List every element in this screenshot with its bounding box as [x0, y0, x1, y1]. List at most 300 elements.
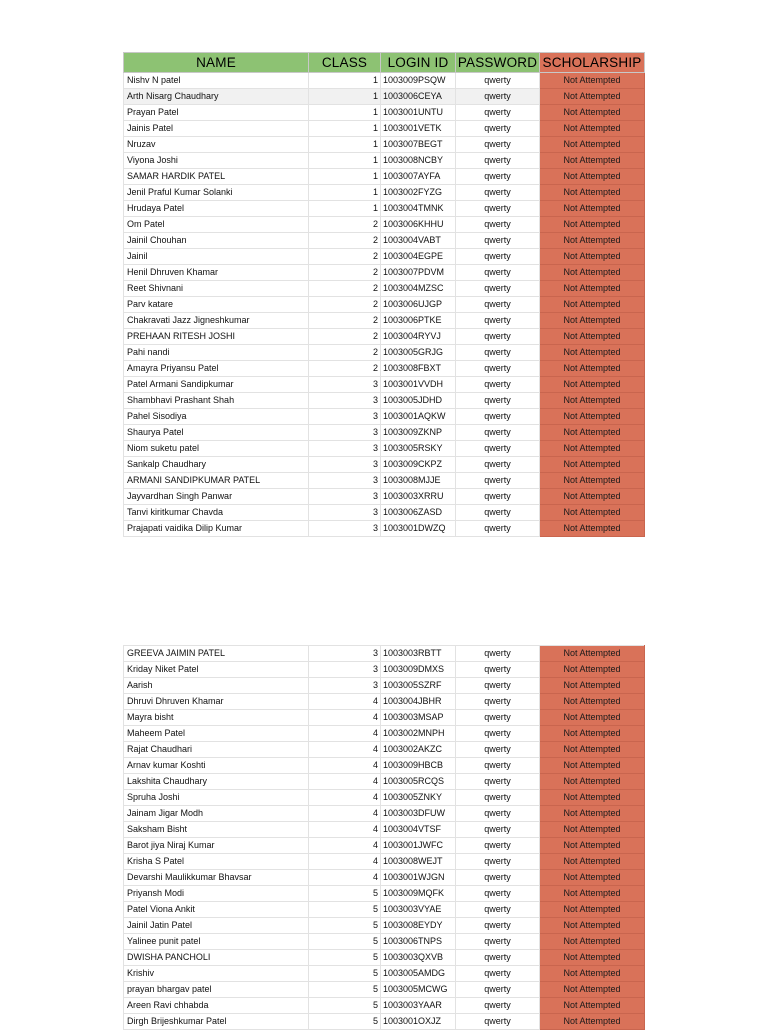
- cell-name: Yalinee punit patel: [124, 934, 309, 950]
- cell-password: qwerty: [456, 441, 540, 457]
- cell-login-id: 1003002FYZG: [381, 185, 456, 201]
- cell-login-id: 1003001DWZQ: [381, 521, 456, 537]
- table-row: [124, 662, 645, 678]
- cell-name: Sankalp Chaudhary: [124, 457, 309, 473]
- header-row: [124, 53, 645, 73]
- cell-password: qwerty: [456, 473, 540, 489]
- cell-password: qwerty: [456, 742, 540, 758]
- table-row: [124, 822, 645, 838]
- cell-password: qwerty: [456, 1014, 540, 1030]
- cell-class: 4: [309, 726, 381, 742]
- cell-scholarship-status: Not Attempted: [540, 281, 645, 297]
- table-row: [124, 806, 645, 822]
- cell-name: Parv katare: [124, 297, 309, 313]
- cell-login-id: 1003008MJJE: [381, 473, 456, 489]
- cell-password: qwerty: [456, 678, 540, 694]
- table-header: [124, 53, 645, 73]
- cell-name: Krishiv: [124, 966, 309, 982]
- table-row: [124, 886, 645, 902]
- table-row: [124, 694, 645, 710]
- header-login-id: LOGIN ID: [381, 53, 456, 73]
- cell-name: Prayan Patel: [124, 105, 309, 121]
- cell-class: 3: [309, 441, 381, 457]
- cell-password: qwerty: [456, 265, 540, 281]
- table-row: [124, 217, 645, 233]
- table-row: [124, 505, 645, 521]
- cell-class: 4: [309, 870, 381, 886]
- cell-password: qwerty: [456, 249, 540, 265]
- cell-login-id: 1003008EYDY: [381, 918, 456, 934]
- cell-login-id: 1003001WJGN: [381, 870, 456, 886]
- cell-name: Saksham Bisht: [124, 822, 309, 838]
- cell-password: qwerty: [456, 217, 540, 233]
- cell-scholarship-status: Not Attempted: [540, 201, 645, 217]
- cell-name: Tanvi kiritkumar Chavda: [124, 505, 309, 521]
- cell-password: qwerty: [456, 646, 540, 662]
- cell-class: 1: [309, 185, 381, 201]
- cell-login-id: 1003008NCBY: [381, 153, 456, 169]
- cell-name: Devarshi Maulikkumar Bhavsar: [124, 870, 309, 886]
- cell-password: qwerty: [456, 918, 540, 934]
- cell-password: qwerty: [456, 89, 540, 105]
- cell-scholarship-status: Not Attempted: [540, 153, 645, 169]
- cell-scholarship-status: Not Attempted: [540, 758, 645, 774]
- cell-login-id: 1003006CEYA: [381, 89, 456, 105]
- table-row: [124, 918, 645, 934]
- cell-name: Nishv N patel: [124, 73, 309, 89]
- cell-password: qwerty: [456, 201, 540, 217]
- cell-login-id: 1003005AMDG: [381, 966, 456, 982]
- cell-scholarship-status: Not Attempted: [540, 662, 645, 678]
- cell-login-id: 1003005MCWG: [381, 982, 456, 998]
- cell-class: 4: [309, 838, 381, 854]
- cell-class: 5: [309, 982, 381, 998]
- cell-password: qwerty: [456, 233, 540, 249]
- cell-scholarship-status: Not Attempted: [540, 726, 645, 742]
- cell-password: qwerty: [456, 822, 540, 838]
- table-row: [124, 982, 645, 998]
- table-row: [124, 521, 645, 537]
- cell-class: 1: [309, 105, 381, 121]
- cell-password: qwerty: [456, 409, 540, 425]
- cell-login-id: 1003005SZRF: [381, 678, 456, 694]
- table-row: [124, 377, 645, 393]
- cell-scholarship-status: Not Attempted: [540, 854, 645, 870]
- cell-scholarship-status: Not Attempted: [540, 89, 645, 105]
- cell-name: Nruzav: [124, 137, 309, 153]
- cell-login-id: 1003004MZSC: [381, 281, 456, 297]
- cell-password: qwerty: [456, 73, 540, 89]
- cell-scholarship-status: Not Attempted: [540, 838, 645, 854]
- cell-class: 3: [309, 505, 381, 521]
- table-row: [124, 934, 645, 950]
- cell-login-id: 1003006TNPS: [381, 934, 456, 950]
- cell-class: 1: [309, 73, 381, 89]
- cell-password: qwerty: [456, 313, 540, 329]
- cell-login-id: 1003006ZASD: [381, 505, 456, 521]
- cell-scholarship-status: Not Attempted: [540, 185, 645, 201]
- cell-scholarship-status: Not Attempted: [540, 297, 645, 313]
- cell-scholarship-status: Not Attempted: [540, 950, 645, 966]
- table-row: [124, 870, 645, 886]
- cell-class: 5: [309, 886, 381, 902]
- cell-password: qwerty: [456, 169, 540, 185]
- cell-class: 3: [309, 409, 381, 425]
- cell-class: 1: [309, 137, 381, 153]
- table-row: [124, 297, 645, 313]
- cell-scholarship-status: Not Attempted: [540, 870, 645, 886]
- cell-name: Om Patel: [124, 217, 309, 233]
- cell-class: 3: [309, 662, 381, 678]
- cell-login-id: 1003006PTKE: [381, 313, 456, 329]
- cell-password: qwerty: [456, 297, 540, 313]
- table-row: [124, 774, 645, 790]
- cell-name: Jainam Jigar Modh: [124, 806, 309, 822]
- cell-login-id: 1003001OXJZ: [381, 1014, 456, 1030]
- cell-name: Arth Nisarg Chaudhary: [124, 89, 309, 105]
- cell-class: 5: [309, 950, 381, 966]
- cell-login-id: 1003009ZKNP: [381, 425, 456, 441]
- table-row: [124, 185, 645, 201]
- table-row: [124, 902, 645, 918]
- cell-login-id: 1003004VABT: [381, 233, 456, 249]
- table-row: [124, 409, 645, 425]
- cell-scholarship-status: Not Attempted: [540, 806, 645, 822]
- cell-class: 2: [309, 281, 381, 297]
- cell-class: 4: [309, 854, 381, 870]
- cell-password: qwerty: [456, 950, 540, 966]
- cell-name: Shaurya Patel: [124, 425, 309, 441]
- cell-login-id: 1003004RYVJ: [381, 329, 456, 345]
- cell-scholarship-status: Not Attempted: [540, 646, 645, 662]
- table-row: [124, 678, 645, 694]
- cell-login-id: 1003005JDHD: [381, 393, 456, 409]
- cell-login-id: 1003005RSKY: [381, 441, 456, 457]
- cell-name: Dhruvi Dhruven Khamar: [124, 694, 309, 710]
- cell-name: Henil Dhruven Khamar: [124, 265, 309, 281]
- cell-password: qwerty: [456, 710, 540, 726]
- cell-login-id: 1003003MSAP: [381, 710, 456, 726]
- cell-name: Areen Ravi chhabda: [124, 998, 309, 1014]
- table-body-bottom: [124, 646, 645, 1030]
- cell-login-id: 1003001VETK: [381, 121, 456, 137]
- cell-class: 4: [309, 806, 381, 822]
- cell-scholarship-status: Not Attempted: [540, 361, 645, 377]
- table-row: [124, 1014, 645, 1030]
- cell-scholarship-status: Not Attempted: [540, 473, 645, 489]
- table-row: [124, 73, 645, 89]
- cell-password: qwerty: [456, 838, 540, 854]
- table-row: [124, 201, 645, 217]
- cell-password: qwerty: [456, 998, 540, 1014]
- cell-password: qwerty: [456, 121, 540, 137]
- cell-scholarship-status: Not Attempted: [540, 233, 645, 249]
- table-row: [124, 345, 645, 361]
- cell-class: 1: [309, 153, 381, 169]
- cell-password: qwerty: [456, 934, 540, 950]
- cell-login-id: 1003002AKZC: [381, 742, 456, 758]
- cell-password: qwerty: [456, 662, 540, 678]
- cell-login-id: 1003001AQKW: [381, 409, 456, 425]
- table-row: [124, 966, 645, 982]
- table-body-top: [124, 73, 645, 537]
- cell-login-id: 1003008WEJT: [381, 854, 456, 870]
- cell-scholarship-status: Not Attempted: [540, 790, 645, 806]
- cell-scholarship-status: Not Attempted: [540, 73, 645, 89]
- cell-login-id: 1003004JBHR: [381, 694, 456, 710]
- cell-class: 1: [309, 201, 381, 217]
- table-row: [124, 121, 645, 137]
- cell-name: Niom suketu patel: [124, 441, 309, 457]
- table-row: [124, 393, 645, 409]
- cell-name: Jainil Jatin Patel: [124, 918, 309, 934]
- cell-name: DWISHA PANCHOLI: [124, 950, 309, 966]
- cell-name: Jenil Praful Kumar Solanki: [124, 185, 309, 201]
- cell-password: qwerty: [456, 105, 540, 121]
- table-row: [124, 105, 645, 121]
- cell-login-id: 1003006KHHU: [381, 217, 456, 233]
- cell-name: Rajat Chaudhari: [124, 742, 309, 758]
- table-row: [124, 838, 645, 854]
- cell-name: Prajapati vaidika Dilip Kumar: [124, 521, 309, 537]
- cell-password: qwerty: [456, 966, 540, 982]
- cell-name: Hrudaya Patel: [124, 201, 309, 217]
- cell-password: qwerty: [456, 870, 540, 886]
- cell-name: Patel Armani Sandipkumar: [124, 377, 309, 393]
- cell-class: 3: [309, 377, 381, 393]
- cell-name: Patel Viona Ankit: [124, 902, 309, 918]
- cell-name: prayan bhargav patel: [124, 982, 309, 998]
- cell-password: qwerty: [456, 886, 540, 902]
- table-row: [124, 281, 645, 297]
- cell-class: 4: [309, 742, 381, 758]
- cell-login-id: 1003009CKPZ: [381, 457, 456, 473]
- cell-scholarship-status: Not Attempted: [540, 998, 645, 1014]
- cell-password: qwerty: [456, 153, 540, 169]
- cell-name: GREEVA JAIMIN PATEL: [124, 646, 309, 662]
- cell-name: ARMANI SANDIPKUMAR PATEL: [124, 473, 309, 489]
- cell-name: Arnav kumar Koshti: [124, 758, 309, 774]
- cell-login-id: 1003009DMXS: [381, 662, 456, 678]
- cell-login-id: 1003003QXVB: [381, 950, 456, 966]
- cell-class: 5: [309, 966, 381, 982]
- cell-scholarship-status: Not Attempted: [540, 822, 645, 838]
- table-row: [124, 329, 645, 345]
- cell-password: qwerty: [456, 694, 540, 710]
- cell-password: qwerty: [456, 854, 540, 870]
- cell-name: Aarish: [124, 678, 309, 694]
- cell-password: qwerty: [456, 902, 540, 918]
- cell-scholarship-status: Not Attempted: [540, 966, 645, 982]
- cell-scholarship-status: Not Attempted: [540, 742, 645, 758]
- cell-name: Mayra bisht: [124, 710, 309, 726]
- cell-scholarship-status: Not Attempted: [540, 409, 645, 425]
- cell-name: Shambhavi Prashant Shah: [124, 393, 309, 409]
- cell-name: Jayvardhan Singh Panwar: [124, 489, 309, 505]
- cell-scholarship-status: Not Attempted: [540, 902, 645, 918]
- cell-scholarship-status: Not Attempted: [540, 505, 645, 521]
- cell-password: qwerty: [456, 790, 540, 806]
- cell-name: Pahi nandi: [124, 345, 309, 361]
- cell-scholarship-status: Not Attempted: [540, 934, 645, 950]
- cell-name: Chakravati Jazz Jigneshkumar: [124, 313, 309, 329]
- cell-scholarship-status: Not Attempted: [540, 678, 645, 694]
- cell-login-id: 1003004EGPE: [381, 249, 456, 265]
- cell-class: 4: [309, 774, 381, 790]
- cell-class: 4: [309, 694, 381, 710]
- cell-scholarship-status: Not Attempted: [540, 441, 645, 457]
- cell-scholarship-status: Not Attempted: [540, 169, 645, 185]
- cell-name: PREHAAN RITESH JOSHI: [124, 329, 309, 345]
- cell-class: 5: [309, 918, 381, 934]
- cell-name: Kriday Niket Patel: [124, 662, 309, 678]
- cell-class: 3: [309, 678, 381, 694]
- cell-login-id: 1003007BEGT: [381, 137, 456, 153]
- cell-password: qwerty: [456, 329, 540, 345]
- cell-class: 5: [309, 902, 381, 918]
- cell-class: 3: [309, 489, 381, 505]
- cell-login-id: 1003006UJGP: [381, 297, 456, 313]
- table-row: [124, 313, 645, 329]
- cell-scholarship-status: Not Attempted: [540, 217, 645, 233]
- table-row: [124, 137, 645, 153]
- cell-scholarship-status: Not Attempted: [540, 137, 645, 153]
- cell-class: 4: [309, 790, 381, 806]
- cell-login-id: 1003001VVDH: [381, 377, 456, 393]
- cell-class: 2: [309, 345, 381, 361]
- cell-class: 2: [309, 297, 381, 313]
- cell-scholarship-status: Not Attempted: [540, 329, 645, 345]
- cell-scholarship-status: Not Attempted: [540, 313, 645, 329]
- cell-login-id: 1003005GRJG: [381, 345, 456, 361]
- cell-name: Spruha Joshi: [124, 790, 309, 806]
- cell-password: qwerty: [456, 505, 540, 521]
- table-row: [124, 153, 645, 169]
- cell-login-id: 1003003YAAR: [381, 998, 456, 1014]
- cell-name: Viyona Joshi: [124, 153, 309, 169]
- cell-class: 1: [309, 89, 381, 105]
- cell-scholarship-status: Not Attempted: [540, 393, 645, 409]
- cell-class: 2: [309, 329, 381, 345]
- cell-scholarship-status: Not Attempted: [540, 377, 645, 393]
- cell-login-id: 1003001UNTU: [381, 105, 456, 121]
- cell-name: SAMAR HARDIK PATEL: [124, 169, 309, 185]
- cell-class: 3: [309, 646, 381, 662]
- cell-scholarship-status: Not Attempted: [540, 457, 645, 473]
- cell-password: qwerty: [456, 489, 540, 505]
- cell-class: 2: [309, 313, 381, 329]
- cell-class: 5: [309, 1014, 381, 1030]
- cell-login-id: 1003003RBTT: [381, 646, 456, 662]
- cell-password: qwerty: [456, 345, 540, 361]
- cell-class: 3: [309, 393, 381, 409]
- cell-password: qwerty: [456, 137, 540, 153]
- header-name: NAME: [124, 53, 309, 73]
- cell-class: 1: [309, 169, 381, 185]
- cell-password: qwerty: [456, 377, 540, 393]
- cell-name: Pahel Sisodiya: [124, 409, 309, 425]
- cell-login-id: 1003005ZNKY: [381, 790, 456, 806]
- cell-scholarship-status: Not Attempted: [540, 774, 645, 790]
- table-row: [124, 710, 645, 726]
- cell-class: 3: [309, 457, 381, 473]
- cell-password: qwerty: [456, 361, 540, 377]
- cell-class: 2: [309, 233, 381, 249]
- cell-password: qwerty: [456, 281, 540, 297]
- cell-class: 3: [309, 425, 381, 441]
- table-row: [124, 726, 645, 742]
- table-row: [124, 361, 645, 377]
- cell-scholarship-status: Not Attempted: [540, 710, 645, 726]
- header-scholarship: SCHOLARSHIP: [540, 53, 645, 73]
- cell-class: 5: [309, 934, 381, 950]
- cell-password: qwerty: [456, 758, 540, 774]
- table-row: [124, 249, 645, 265]
- table-row: [124, 758, 645, 774]
- cell-password: qwerty: [456, 806, 540, 822]
- table-row: [124, 265, 645, 281]
- cell-class: 2: [309, 265, 381, 281]
- table-row: [124, 169, 645, 185]
- cell-login-id: 1003005RCQS: [381, 774, 456, 790]
- table-row: [124, 950, 645, 966]
- cell-login-id: 1003004VTSF: [381, 822, 456, 838]
- cell-login-id: 1003009PSQW: [381, 73, 456, 89]
- cell-login-id: 1003007AYFA: [381, 169, 456, 185]
- cell-login-id: 1003003VYAE: [381, 902, 456, 918]
- cell-login-id: 1003003XRRU: [381, 489, 456, 505]
- table-row: [124, 489, 645, 505]
- cell-login-id: 1003004TMNK: [381, 201, 456, 217]
- cell-login-id: 1003002MNPH: [381, 726, 456, 742]
- cell-password: qwerty: [456, 726, 540, 742]
- cell-scholarship-status: Not Attempted: [540, 265, 645, 281]
- cell-name: Lakshita Chaudhary: [124, 774, 309, 790]
- cell-scholarship-status: Not Attempted: [540, 886, 645, 902]
- cell-name: Priyansh Modi: [124, 886, 309, 902]
- cell-class: 4: [309, 710, 381, 726]
- cell-login-id: 1003007PDVM: [381, 265, 456, 281]
- cell-name: Jainis Patel: [124, 121, 309, 137]
- student-table-bottom: [123, 645, 645, 1030]
- cell-scholarship-status: Not Attempted: [540, 345, 645, 361]
- cell-password: qwerty: [456, 521, 540, 537]
- cell-scholarship-status: Not Attempted: [540, 694, 645, 710]
- cell-password: qwerty: [456, 457, 540, 473]
- cell-name: Reet Shivnani: [124, 281, 309, 297]
- cell-scholarship-status: Not Attempted: [540, 982, 645, 998]
- cell-password: qwerty: [456, 982, 540, 998]
- student-table-top: [123, 52, 645, 537]
- table-row: [124, 457, 645, 473]
- cell-class: 1: [309, 121, 381, 137]
- table-row: [124, 89, 645, 105]
- cell-name: Barot jiya Niraj Kumar: [124, 838, 309, 854]
- table-row: [124, 473, 645, 489]
- cell-name: Dirgh Brijeshkumar Patel: [124, 1014, 309, 1030]
- cell-class: 2: [309, 249, 381, 265]
- cell-login-id: 1003003DFUW: [381, 806, 456, 822]
- cell-name: Maheem Patel: [124, 726, 309, 742]
- table-row: [124, 646, 645, 662]
- cell-name: Amayra Priyansu Patel: [124, 361, 309, 377]
- cell-scholarship-status: Not Attempted: [540, 121, 645, 137]
- table-row: [124, 854, 645, 870]
- cell-name: Krisha S Patel: [124, 854, 309, 870]
- cell-password: qwerty: [456, 185, 540, 201]
- cell-login-id: 1003008FBXT: [381, 361, 456, 377]
- table-row: [124, 998, 645, 1014]
